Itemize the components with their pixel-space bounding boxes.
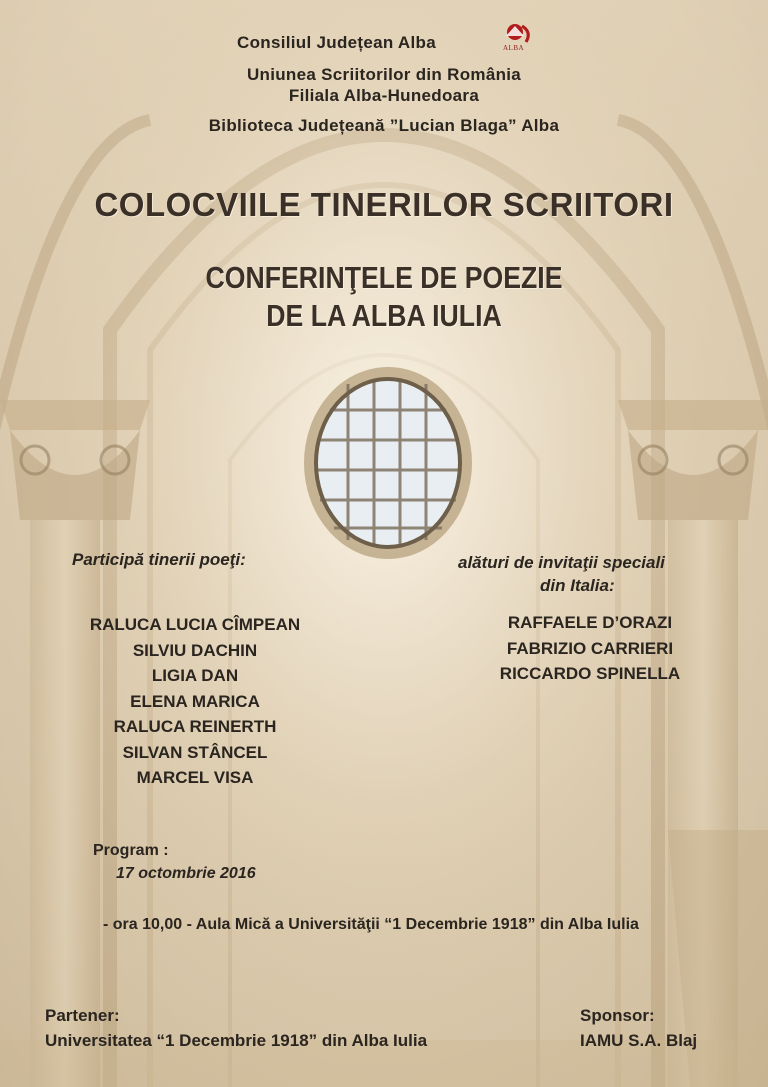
guests-list [460,610,720,687]
partner-label: Partener: [45,1006,120,1025]
participant-name: SILVIU DACHIN [132,640,258,660]
program-label: Program : [93,842,169,859]
sponsor-name: IAMU S.A. Blaj [580,1031,698,1050]
participant-name: LIGIA DAN [151,666,239,685]
event-title: COLOCVIILE TINERILOR SCRIITORI [94,186,674,223]
participant-name: MARCEL VISA [136,768,254,787]
guest-name: RAFFAELE D’ORAZI [507,613,673,632]
participant-name: ELENA MARICA [130,691,260,711]
participant-name: RALUCA REINERTH [113,717,277,736]
participants-list [40,612,350,791]
logo-text: ALBA [503,44,525,52]
program-date: 17 octombrie 2016 [116,865,256,882]
guests-heading-line1: alături de invitaţii speciali [458,553,665,572]
sponsor-label: Sponsor: [580,1006,655,1025]
participants-heading: Participă tinerii poeţi: [72,550,246,569]
partner-name: Universitatea “1 Decembrie 1918” din Alba Iulia [45,1031,428,1050]
org-writers-union: Uniunea Scriitorilor din România [246,65,522,84]
guest-name: RICCARDO SPINELLA [499,664,681,683]
guest-name: FABRIZIO CARRIERI [506,638,674,658]
guests-heading-line2: din Italia: [540,576,615,595]
org-county-council: Consiliul Județean Alba [237,33,436,52]
event-subtitle-line2: DE LA ALBA IULIA [266,298,502,333]
org-county-library: Biblioteca Județeană ”Lucian Blaga” Alba [208,116,560,135]
participant-name: SILVAN STÂNCEL [122,742,268,762]
participant-name: RALUCA LUCIA CÎMPEAN [89,615,301,634]
org-writers-branch: Filiala Alba-Hunedoara [288,86,480,105]
event-subtitle-line1: CONFERINŢELE DE POEZIE [205,260,563,295]
program-detail: - ora 10,00 - Aula Mică a Universităţii “1 Decembrie 1918” din Alba Iulia [103,916,639,933]
